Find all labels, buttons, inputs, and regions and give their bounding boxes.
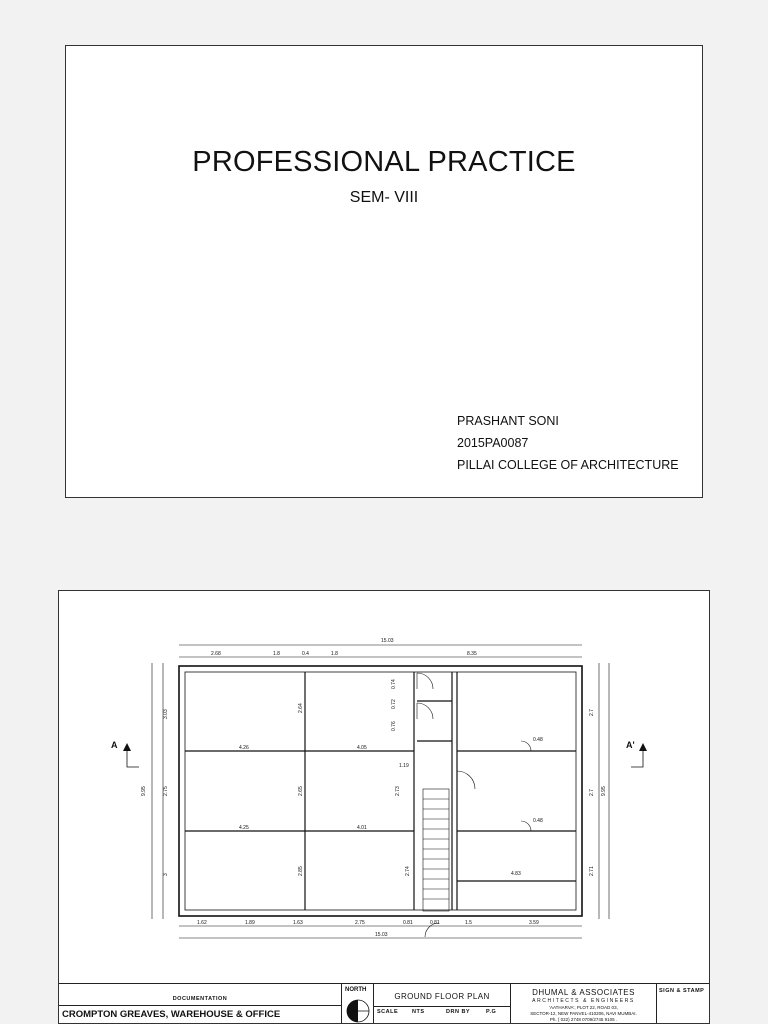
- dim-bottom-7: 1.5: [465, 920, 472, 926]
- dim-inner-16: 4.83: [511, 871, 521, 877]
- dim-bottom-3: 1.63: [293, 920, 303, 926]
- author-name: PRASHANT SONI: [457, 414, 559, 428]
- scale-label: SCALE: [377, 1009, 399, 1015]
- project-cell: [59, 984, 342, 1024]
- firm-name: DHUMAL & ASSOCIATES: [532, 988, 635, 997]
- dim-inner-10: 0.74: [391, 679, 397, 689]
- cover-semester: SEM- VIII: [349, 189, 419, 206]
- dim-right-overall: 9.95: [601, 786, 607, 796]
- dim-inner-4: 4.01: [357, 825, 367, 831]
- outer-walls: [179, 666, 582, 916]
- sheet-title: GROUND FLOOR PLAN: [394, 992, 490, 1001]
- author-id: 2015PA0087: [457, 436, 529, 450]
- dim-top-4: 1.8: [331, 651, 338, 657]
- dim-inner-1: 4.26: [239, 745, 249, 751]
- dim-bottom-2: 1.89: [245, 920, 255, 926]
- dim-inner-8: 2.73: [395, 786, 401, 796]
- sheet-title-cell: [374, 984, 511, 1024]
- dim-inner-7: 2.85: [298, 866, 304, 876]
- cover-title: PROFESSIONAL PRACTICE: [192, 146, 576, 178]
- section-markers: [123, 743, 647, 767]
- section-marker-right: A': [626, 740, 635, 750]
- plan-text: [111, 638, 635, 938]
- title-block: [59, 983, 710, 1024]
- dim-right-3: 2.71: [589, 866, 595, 876]
- dim-top-overall: 15.03: [381, 638, 394, 644]
- scale-value: NTS: [412, 1009, 425, 1015]
- drawn-by-value: P.G: [486, 1009, 497, 1015]
- dim-right-1: 2.7: [589, 709, 595, 716]
- cover-sheet: [65, 45, 703, 498]
- dim-inner-12: 0.76: [391, 721, 397, 731]
- north-cell: [342, 984, 374, 1024]
- doors: [417, 673, 531, 937]
- dim-inner-14: 0.48: [533, 737, 543, 743]
- dim-left-1: 3.03: [163, 709, 169, 719]
- dim-inner-15: 0.48: [533, 818, 543, 824]
- firm-tagline: ARCHITECTS & ENGINEERS: [532, 998, 635, 1004]
- section-marker-left: A: [111, 740, 118, 750]
- dim-right-2: 2.7: [589, 789, 595, 796]
- dim-bottom-1: 1.62: [197, 920, 207, 926]
- dim-inner-3: 4.25: [239, 825, 249, 831]
- dim-top-1: 2.68: [211, 651, 221, 657]
- dim-left-2: 2.75: [163, 786, 169, 796]
- firm-address-1: 'AATHARVA', PLOT 22, ROAD 03,: [549, 1005, 618, 1010]
- dim-top-2: 1.8: [273, 651, 280, 657]
- dim-inner-6: 2.65: [298, 786, 304, 796]
- dim-bottom-8: 3.59: [529, 920, 539, 926]
- firm-phone: Ph. ( 022) 2748 0709/2745 9105 .: [549, 1017, 618, 1022]
- dim-left-3: 3: [163, 873, 169, 876]
- drawing-sheet: [58, 590, 710, 1024]
- dim-inner-2: 4.05: [357, 745, 367, 751]
- dim-inner-11: 0.72: [391, 699, 397, 709]
- ground-floor-plan: [59, 591, 710, 983]
- firm-address-2: SECTOR-12, NEW PANVEL-410206, NAVI MUMBAI.: [530, 1011, 637, 1016]
- staircase: [423, 789, 449, 911]
- north-label: NORTH: [345, 987, 367, 993]
- documentation-label: DOCUMENTATION: [172, 996, 228, 1002]
- project-name: CROMPTON GREAVES, WAREHOUSE & OFFICE: [62, 1009, 281, 1020]
- drawn-by-label: DRN BY: [446, 1009, 471, 1015]
- dim-left-overall: 9.95: [141, 786, 147, 796]
- dim-inner-5: 2.64: [298, 703, 304, 713]
- dim-bottom-overall: 15.03: [375, 932, 388, 938]
- dim-top-3: 0.4: [302, 651, 309, 657]
- dim-inner-9: 2.74: [405, 866, 411, 876]
- dim-bottom-4: 2.75: [355, 920, 365, 926]
- dim-bottom-5: 0.81: [403, 920, 413, 926]
- dimension-lines: [152, 645, 609, 938]
- dim-bottom-6: 0.81: [430, 920, 440, 926]
- sign-cell: [657, 984, 710, 1024]
- sign-stamp-label: SIGN & STAMP: [659, 988, 705, 994]
- college-name: PILLAI COLLEGE OF ARCHITECTURE: [457, 458, 679, 472]
- north-arrow-icon: [346, 997, 370, 1024]
- dim-top-5: 8.35: [467, 651, 477, 657]
- firm-cell: [511, 984, 657, 1024]
- dim-inner-13: 1.19: [399, 763, 409, 769]
